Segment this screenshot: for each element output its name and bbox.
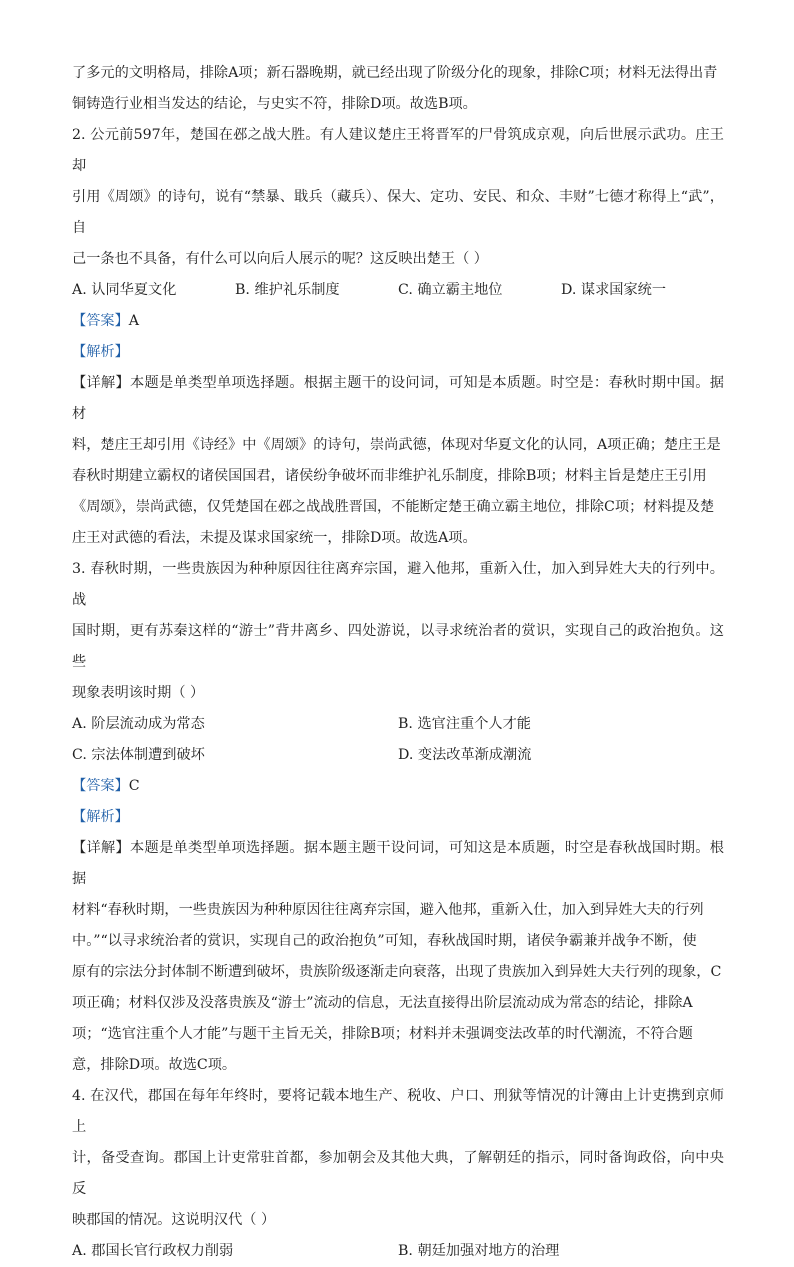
option-a: A. 阶层流动成为常态 [72,716,205,732]
answer-bracket-close: 】 [114,778,129,794]
option-a: A. 认同华夏文化 [72,282,177,298]
analysis-label: 解析 [86,344,115,360]
option-b: B. 选官注重个人才能 [398,716,531,732]
answer-line [72,771,724,802]
detailed-explanation [72,833,724,1081]
analysis-bracket-open: 【 [72,809,87,825]
document-page [72,58,724,1267]
text-line: 计，备受查询。郡国上计吏常驻首都，参加朝会及其他大典，了解朝廷的指示，同时备询政俗，向中央反 [72,1150,724,1197]
text-line: 料，楚庄王却引用《诗经》中《周颂》的诗句，崇尚武德，体现对华夏文化的认同，A项正确；楚庄王是 [72,437,721,453]
text-line: 引用《周颂》的诗句，说有“禁暴、戢兵（藏兵）、保大、定功、安民、和众、丰财”七德才称得上“武”，自 [72,189,724,236]
analysis-heading [72,337,724,368]
question-3 [72,554,724,1081]
text-line: 国时期，更有苏秦这样的“游士”背井离乡、四处游说，以寻求统治者的赏识，实现自己的政治抱负。这些 [72,623,724,670]
option-c: C. 确立霸主地位 [398,282,503,298]
question-4 [72,1081,724,1267]
text-line: 了多元的文明格局，排除A项；新石器晚期，就已经出现了阶级分化的现象，排除C项；材料无法得出青 [72,65,718,81]
option-a: A. 郡国长官行政权力削弱 [72,1243,234,1259]
option-d: D. 谋求国家统一 [561,282,667,298]
text-line: 【详解】本题是单类型单项选择题。根据主题干的设问词，可知是本质题。时空是：春秋时期中国。据材 [72,375,724,422]
text-line: 材料“春秋时期，一些贵族因为种种原因往往离弃宗国，避入他邦，重新入仕，加入到异姓大夫的行列 [72,902,704,918]
text-line: 4. 在汉代，郡国在每年年终时，要将记载本地生产、税收、户口、刑狱等情况的计簿由上计吏携到京师上 [72,1088,724,1135]
question-stem [72,1081,724,1236]
answer-bracket-close: 】 [114,313,129,329]
question-2 [72,120,724,554]
analysis-bracket-close: 】 [114,344,129,360]
text-line: 项正确；材料仅涉及没落贵族及“游士”流动的信息，无法直接得出阶层流动成为常态的结论，排除A [72,995,693,1011]
text-line: 己一条也不具备，有什么可以向后人展示的呢？这反映出楚王（ ） [72,251,488,267]
option-b: B. 朝廷加强对地方的治理 [398,1243,560,1259]
answer-value: A [128,313,140,329]
text-line: 庄王对武德的看法，未提及谋求国家统一，排除D项。故选A项。 [72,530,477,546]
option-b: B. 维护礼乐制度 [235,282,340,298]
text-line: 2. 公元前597年，楚国在邲之战大胜。有人建议楚庄王将晋军的尸骨筑成京观，向后世展示武功。庄王却 [72,127,724,174]
text-line: 意，排除D项。故选C项。 [72,1057,237,1073]
text-line: 3. 春秋时期，一些贵族因为种种原因往往离弃宗国，避入他邦，重新入仕，加入到异姓大夫的行列中。战 [72,561,724,608]
text-line: 原有的宗法分封体制不断遭到破坏，贵族阶级逐渐走向衰落，出现了贵族加入到异姓大夫行列的现象，C [72,964,722,980]
answer-label: 答案 [86,778,115,794]
analysis-bracket-close: 】 [114,809,129,825]
text-line: 映郡国的情况。这说明汉代（ ） [72,1212,276,1228]
analysis-bracket-open: 【 [72,344,87,360]
text-line: 项；“选官注重个人才能”与题干主旨无关，排除B项；材料并未强调变法改革的时代潮流，不符合题 [72,1026,693,1042]
text-line: 【详解】本题是单类型单项选择题。据本题主题干设问词，可知这是本质题，时空是春秋战国时期。根据 [72,840,724,887]
answer-value: C [128,778,140,794]
question-stem [72,554,724,709]
answer-line [72,306,724,337]
text-line: 春秋时期建立霸权的诸侯国国君，诸侯纷争破坏而非维护礼乐制度，排除B项；材料主旨是楚庄王引用 [72,468,707,484]
text-line: 现象表明该时期（ ） [72,685,205,701]
analysis-heading [72,802,724,833]
analysis-label: 解析 [86,809,115,825]
question-options-row-2 [72,740,724,771]
question-stem [72,120,724,275]
question-options-row-1 [72,1236,724,1267]
question-options [72,275,724,306]
detailed-explanation [72,368,724,554]
answer-label: 答案 [86,313,115,329]
question-options-row-1 [72,709,724,740]
answer-bracket-open: 【 [72,778,87,794]
option-c: C. 宗法体制遭到破坏 [72,747,205,763]
option-d: D. 变法改革渐成潮流 [398,747,532,763]
previous-explanation-continuation [72,58,724,120]
text-line: 铜铸造行业相当发达的结论，与史实不符，排除D项。故选B项。 [72,96,477,112]
answer-bracket-open: 【 [72,313,87,329]
text-line: 《周颂》，崇尚武德，仅凭楚国在邲之战战胜晋国，不能断定楚王确立霸主地位，排除C项；材料提及楚 [72,499,715,515]
text-line: 中。”“以寻求统治者的赏识，实现自己的政治抱负”可知，春秋战国时期，诸侯争霸兼并战争不断，使 [72,933,697,949]
